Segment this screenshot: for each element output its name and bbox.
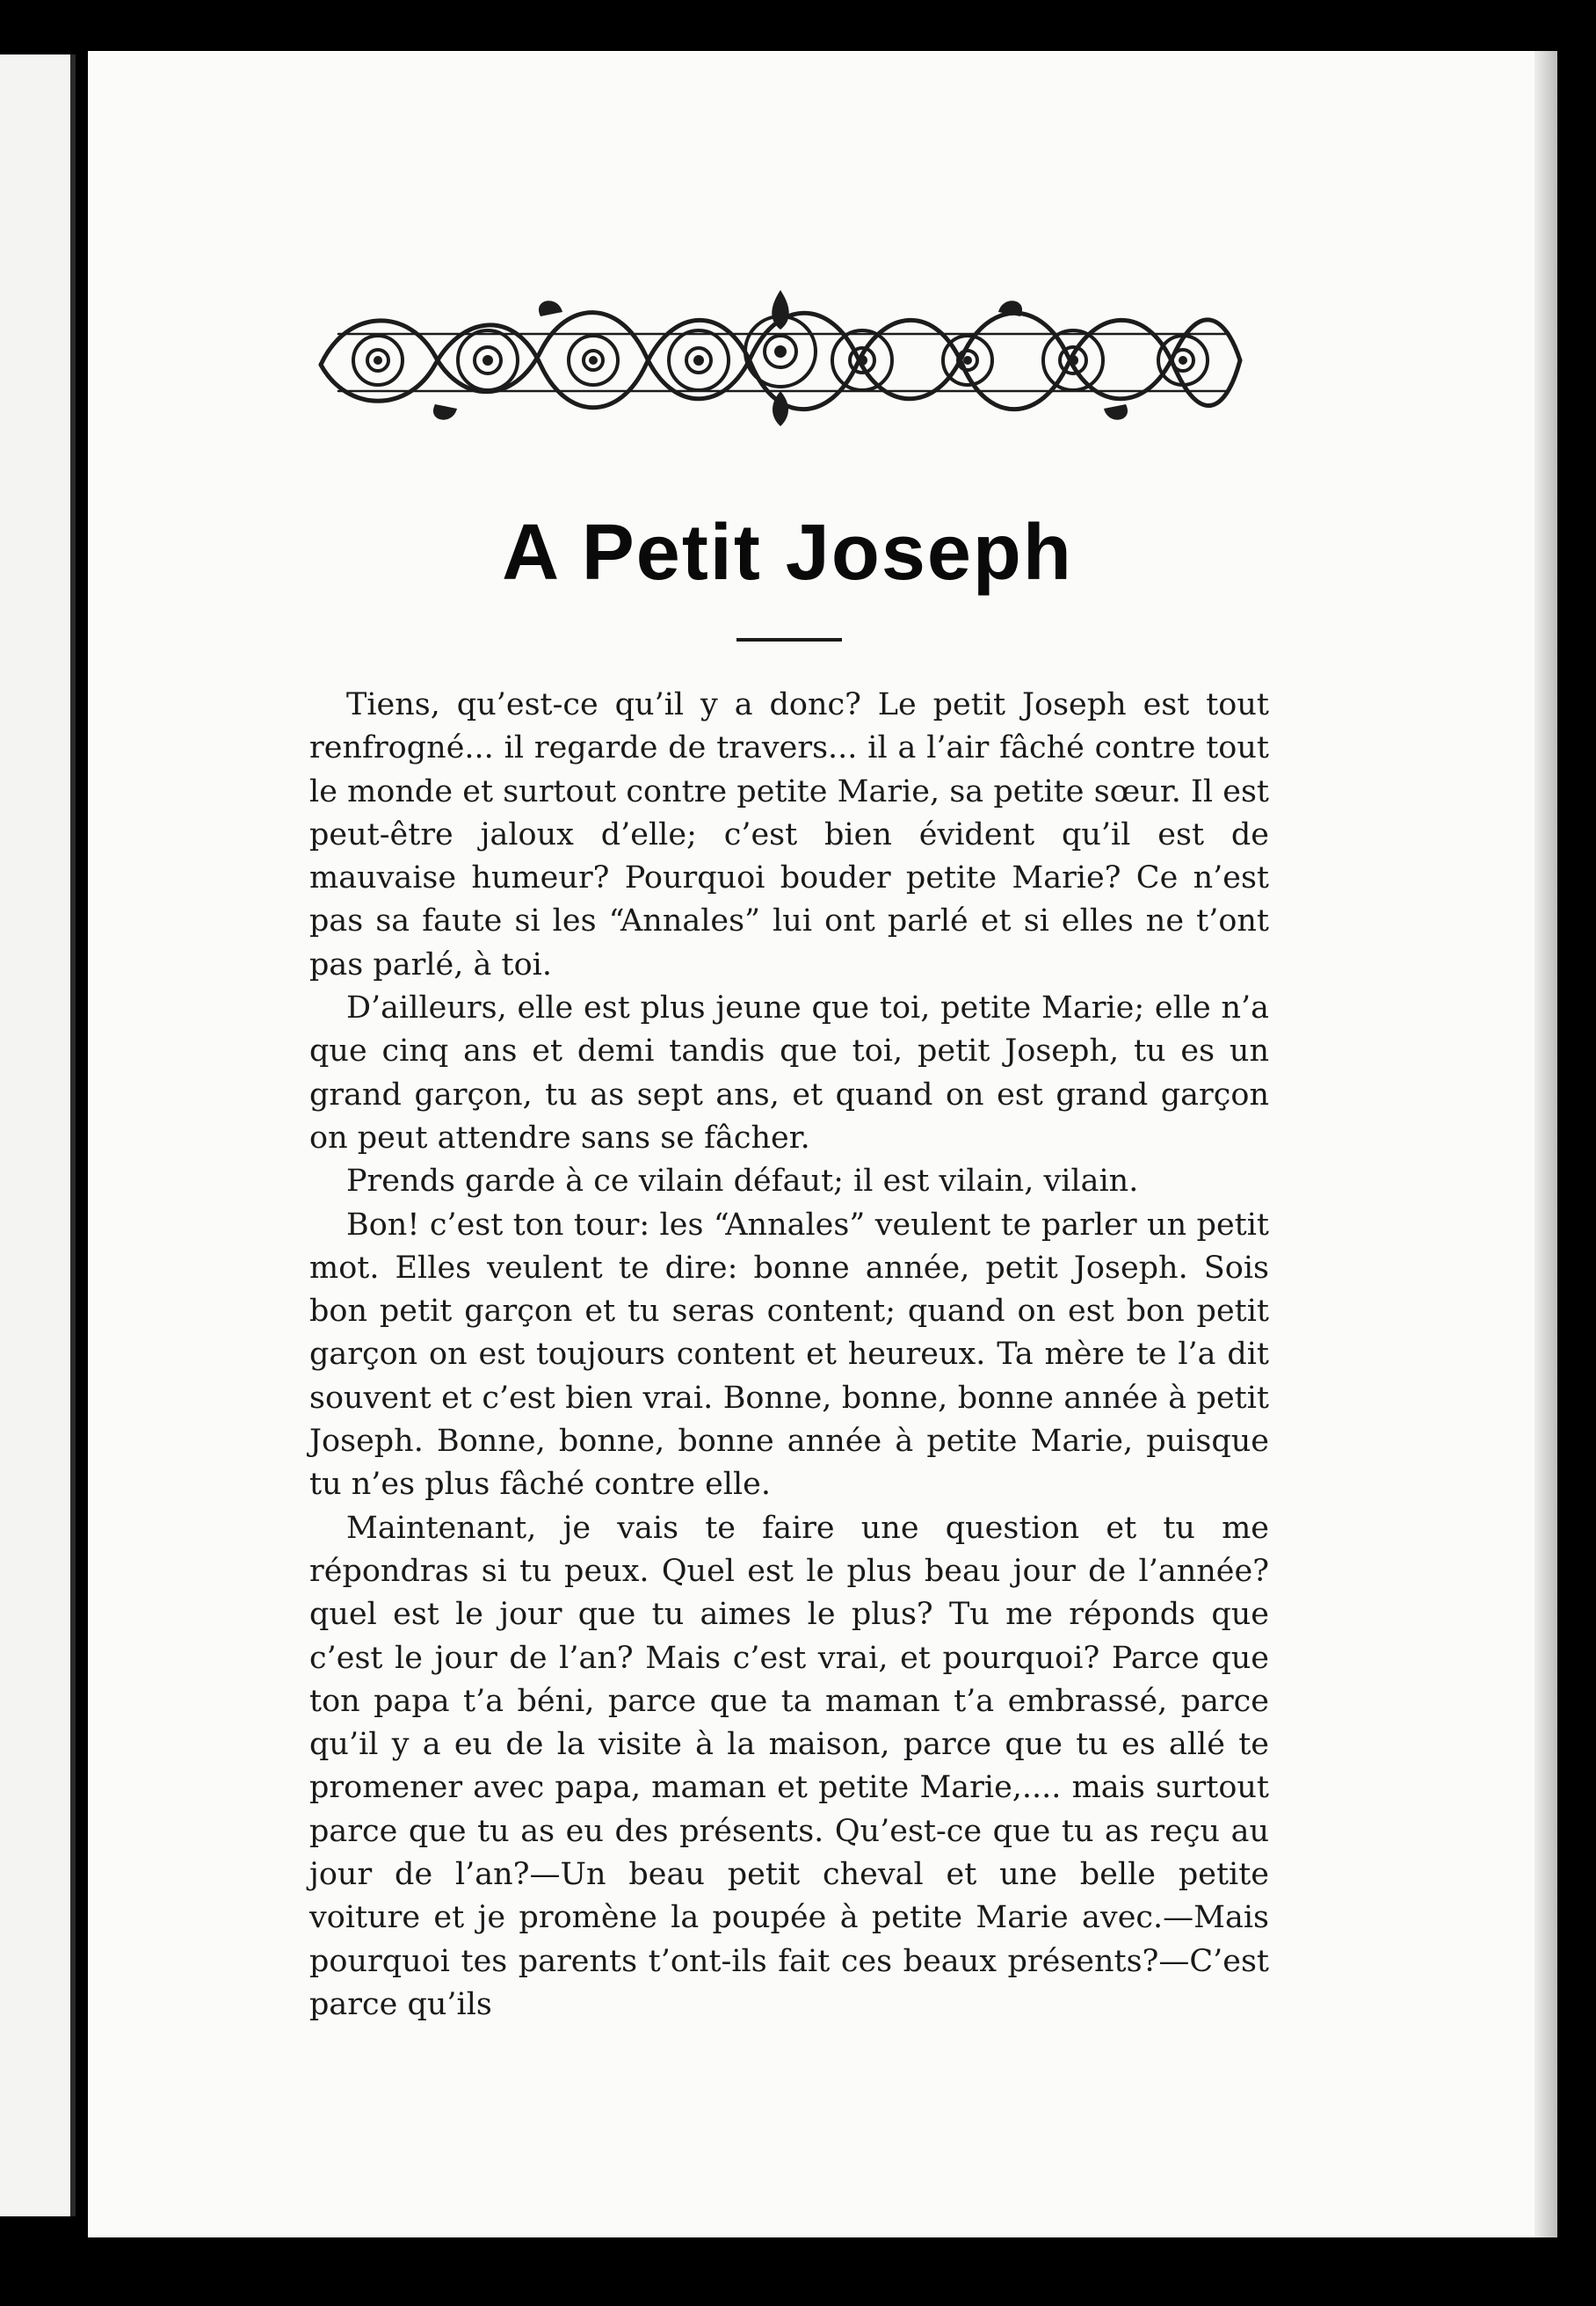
paragraph: Maintenant, je vais te faire une question et tu me répondras si tu peux. Quel est le plus beau jour de l’année? quel est le jour que tu aimes le plus? Tu me réponds que c’est le jour de l’an? Mais c’est vrai, et pourquoi? Parce que ton papa t’a béni, parce que ta maman t’a embrassé, parce qu’il y a eu de la visite à la maison, parce que tu es allé te promener avec papa, maman et petite Marie,.... mais surtout parce que tu as eu des présents. Qu’est-ce que tu as reçu au jour de l’an?—Un beau petit cheval et une belle petite voiture et je promène la poupée à petite Marie avec.—Mais pourquoi tes parents t’ont-ils fait ces beaux présents?—C’est parce qu’ils [309,1510,1269,2022]
ornamental-headpiece-icon [312,281,1249,431]
left-page-edge [0,54,76,2216]
paragraph: Prends garde à ce vilain défaut; il est vilain, vilain. [346,1164,1139,1200]
paragraph: D’ailleurs, elle est plus jeune que toi, petite Marie; elle n’a que cinq ans et demi tandis que toi, petit Joseph, tu es un grand garçon, tu as sept ans, et quand on est grand garçon on peut attendre sans se fâcher. [309,990,1269,1156]
paragraph: Bon! c’est ton tour: les “Annales” veulent te parler un petit mot. Elles veulent te dire: bonne année, petit Joseph. Sois bon petit garçon et tu seras content; quand on est bon petit garçon on est toujours content et heureux. Ta mère te l’a dit souvent et c’est bien vrai. Bonne, bonne, bonne année à petit Joseph. Bonne, bonne, bonne année à petite Marie, puisque tu n’es plus fâché contre elle. [309,1207,1269,1503]
body-text [309,684,1269,2027]
page-fore-edge [1534,51,1557,2237]
paragraph: Tiens, qu’est-ce qu’il y a donc? Le petit Joseph est tout renfrogné... il regarde de travers... il a l’air fâché contre tout le monde et surtout contre petite Marie, sa petite sœur. Il est peut-être jaloux d’elle; c’est bien évident qu’il est de mauvaise humeur? Pourquoi bouder petite Marie? Ce n’est pas sa faute si les “Annales” lui ont parlé et si elles ne t’ont pas parlé, à toi. [309,687,1269,983]
title-rule [736,638,842,642]
book-page [88,51,1557,2237]
page-title: A Petit Joseph [502,509,1073,597]
